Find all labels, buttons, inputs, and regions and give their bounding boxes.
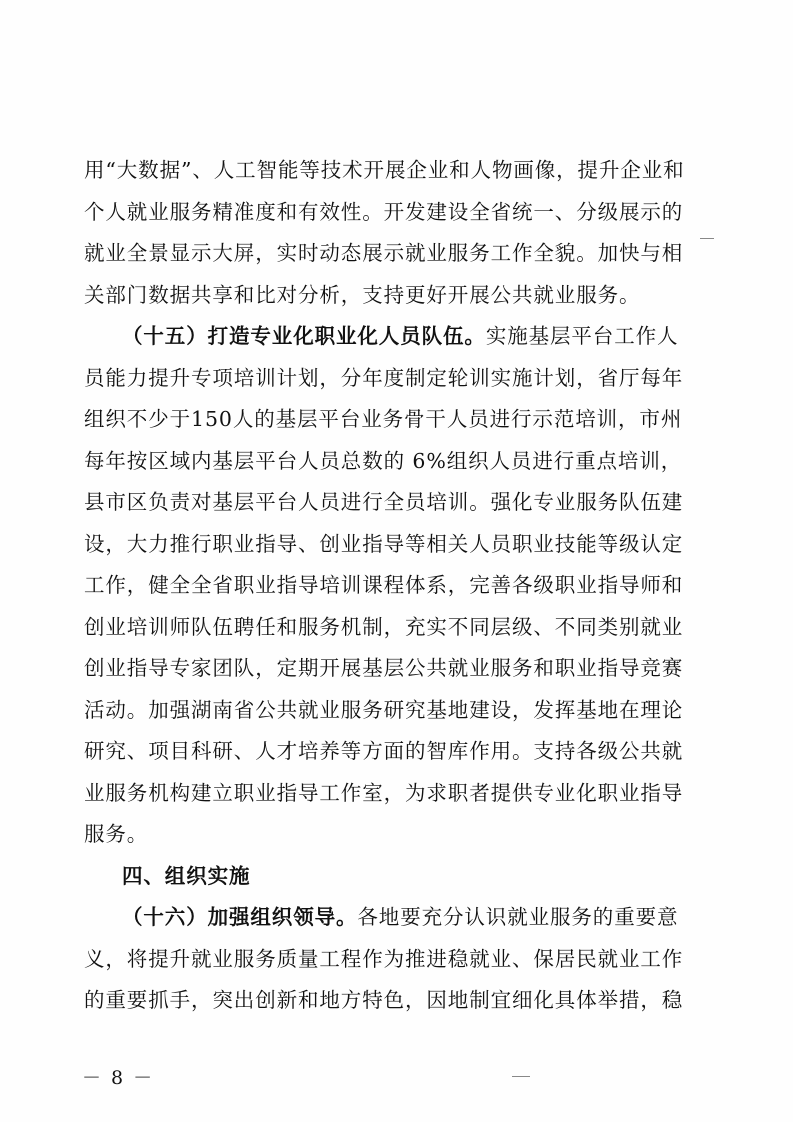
text-line — [84, 814, 696, 856]
text-line — [84, 441, 696, 483]
text-run: 用“大数据”、人工智能等技术开展企业和人物画像，提升企业和 — [84, 158, 685, 182]
text-run: 各地要充分认识就业服务的重要意 — [357, 905, 679, 929]
text-run: 研究、项目科研、人才培养等方面的智库作用。支持各级公共就 — [84, 739, 684, 763]
paragraph-title: （十五）打造专业化职业化人员队伍。 — [122, 324, 486, 348]
body-text — [84, 150, 696, 1022]
scan-speck — [512, 1076, 530, 1077]
text-line — [84, 690, 696, 732]
text-run: 员能力提升专项培训计划，分年度制定轮训实施计划，省厅每年 — [84, 365, 684, 390]
text-run: 个人就业服务精准度和有效性。开发建设全省统一、分级展示的 — [84, 199, 684, 224]
text-line — [84, 607, 696, 649]
text-line — [84, 399, 696, 441]
text-run: 设，大力推行职业指导、创业指导等相关人员职业技能等级认定 — [84, 531, 684, 556]
text-run: 创业培训师队伍聘任和服务机制，充实不同层级、不同类别就业 — [84, 614, 684, 639]
page-number: － 8 － — [82, 1067, 155, 1089]
text-run: 活动。加强湖南省公共就业服务研究基地建设，发挥基地在理论 — [84, 697, 684, 722]
text-line — [84, 939, 696, 981]
scan-speck — [700, 238, 714, 239]
text-line — [84, 524, 696, 566]
text-run: 关部门数据共享和比对分析，支持更好开展公共就业服务。 — [84, 282, 641, 307]
text-run: 就业全景显示大屏，实时动态展示就业服务工作全貌。加快与相 — [84, 241, 684, 265]
text-line — [84, 316, 696, 358]
text-line — [84, 773, 696, 815]
text-line — [84, 565, 696, 607]
text-line — [84, 233, 696, 275]
text-line — [84, 275, 696, 317]
text-line — [84, 648, 696, 690]
text-run: 的重要抓手，突出创新和地方特色，因地制宜细化具体举措，稳 — [84, 988, 684, 1012]
text-run: 业服务机构建立职业指导工作室，为求职者提供专业化职业指导 — [84, 780, 684, 805]
text-line — [84, 980, 696, 1022]
text-line — [84, 358, 696, 400]
text-line — [84, 482, 696, 524]
text-line — [84, 731, 696, 773]
section-heading — [84, 856, 696, 898]
text-line — [84, 897, 696, 939]
text-line — [84, 192, 696, 234]
text-run: 实施基层平台工作人 — [485, 324, 679, 348]
text-line — [84, 150, 696, 192]
text-run: 每年按区域内基层平台人员总数的 6%组织人员进行重点培训， — [84, 448, 683, 473]
text-run: 义，将提升就业服务质量工程作为推进稳就业、保居民就业工作 — [84, 946, 684, 971]
text-run: 组织不少于150人的基层平台业务骨干人员进行示范培训，市州 — [84, 407, 683, 431]
paragraph-title: （十六）加强组织领导。 — [122, 905, 358, 929]
text-run: 服务。 — [84, 822, 149, 846]
paragraph-title: 四、组织实施 — [122, 863, 251, 888]
text-run: 工作，健全全省职业指导培训课程体系，完善各级职业指导师和 — [84, 573, 684, 597]
text-run: 创业指导专家团队，定期开展基层公共就业服务和职业指导竞赛 — [84, 656, 684, 680]
text-run: 县市区负责对基层平台人员进行全员培训。强化专业服务队伍建 — [84, 490, 684, 514]
